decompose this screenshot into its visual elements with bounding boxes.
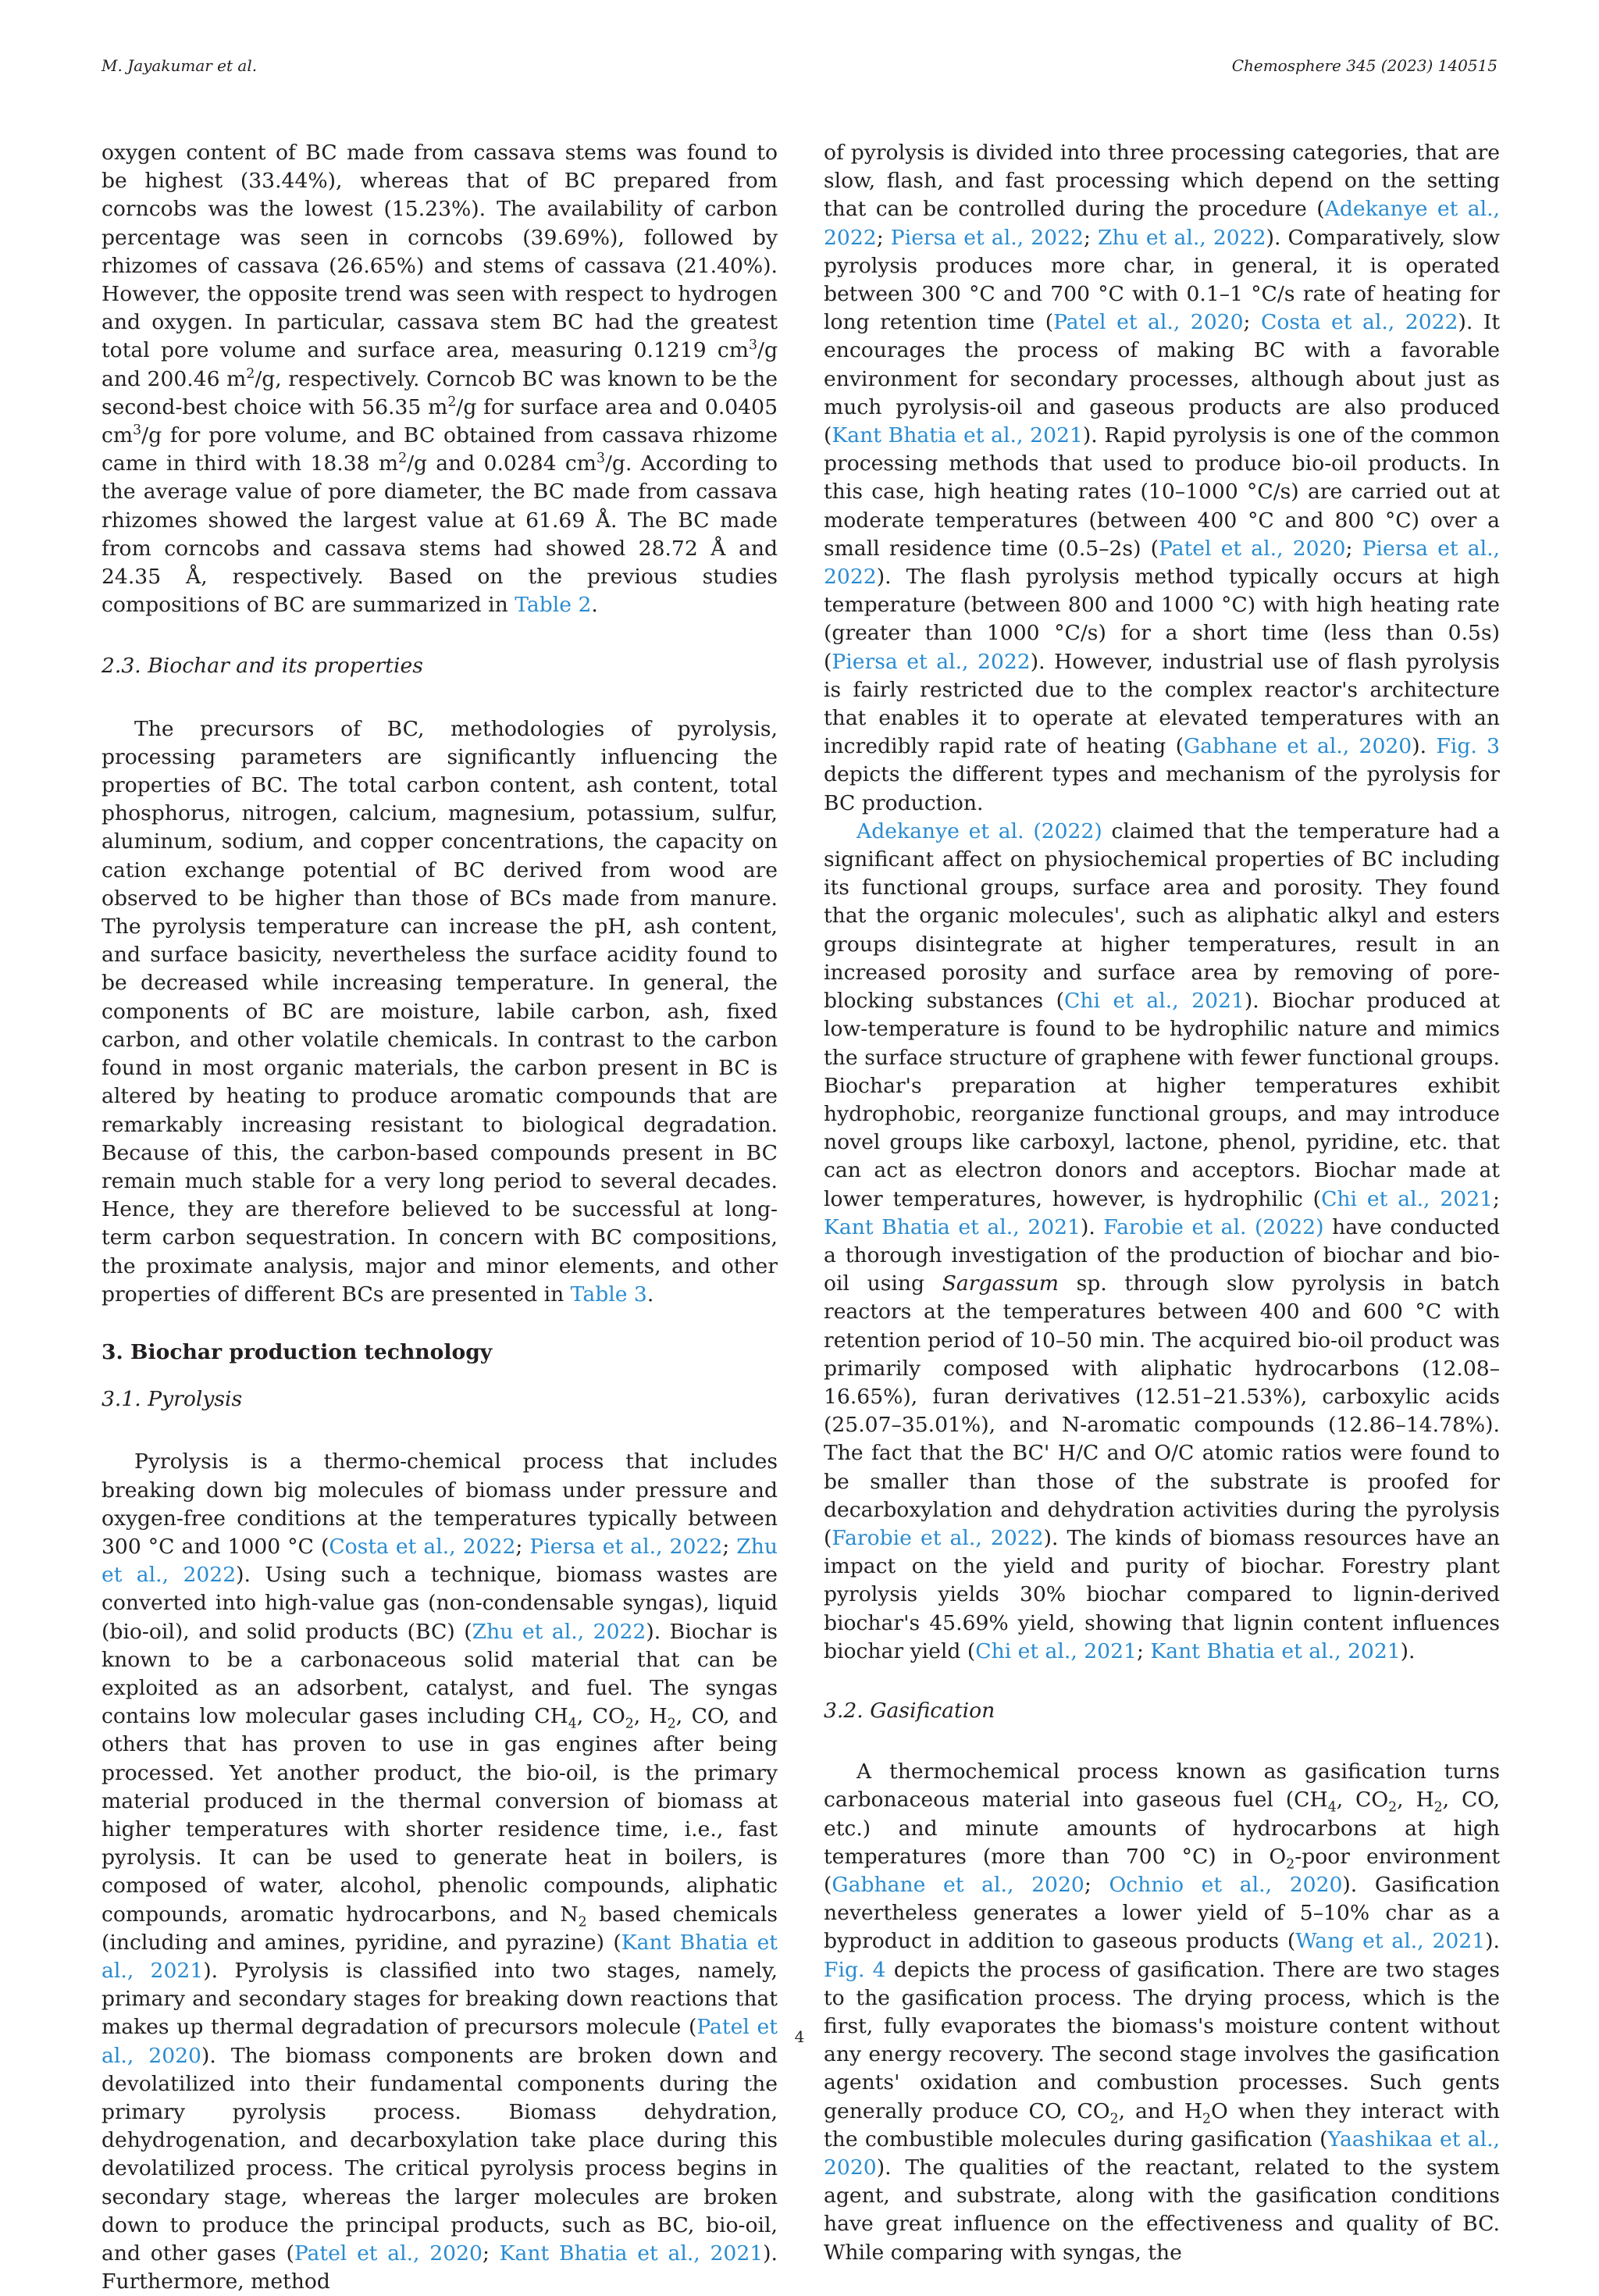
- citation-link[interactable]: Costa et al., 2022: [329, 1534, 516, 1559]
- citation-link[interactable]: Zhu et al., 2022: [472, 1619, 646, 1644]
- header-authors: M. Jayakumar et al.: [101, 56, 258, 75]
- citation-link[interactable]: Zhu et al., 2022: [101, 1534, 778, 1588]
- citation-link[interactable]: Patel et al., 2020: [294, 2241, 483, 2266]
- table-2-link[interactable]: Table 2: [515, 593, 592, 618]
- citation-link[interactable]: Chi et al., 2021: [1321, 1186, 1494, 1211]
- citation-link[interactable]: Kant Bhatia et al., 2021: [824, 1214, 1081, 1239]
- citation-link[interactable]: Wang et al., 2021: [1295, 1929, 1486, 1954]
- citation-link[interactable]: Gabhane et al., 2020: [832, 1872, 1084, 1897]
- citation-link[interactable]: Chi et al., 2021: [975, 1638, 1137, 1663]
- paragraph-pyrolysis: Pyrolysis is a thermo-chemical process that includes breaking down big molecules of biomass under pressure and oxygen-free conditions at the temperatures typically between 300 °C and 1000 °C (Costa et al., 2022; Piersa et al., 2022; Zhu et al., 2022). Using such a technique, biomass wastes are converted into high-value gas (non-condensable syngas), liquid (bio-oil), and solid products (BC) (Zhu et al., 2022). Biochar is known to be a carbonaceous solid material that can be exploited as an adsorbent, catalyst, and fuel. The syngas contains low molecular gases including $CH_4$, $CO_2$, $H_2$, CO, and others that has proven to use in gas engines after being processed. Yet another product, the bio-oil, is the primary material produced in the thermal conversion of biomass at higher temperatures with shorter residence time, i.e., fast pyrolysis. It can be used to generate heat in boilers, is composed of water, alcohol, phenolic compounds, aliphatic compounds, aromatic hydrocarbons, and $N_2$ based chemicals (including and amines, pyridine, and pyrazine) (Kant Bhatia et al., 2021). Pyrolysis is classified into two stages, namely, primary and secondary stages for breaking down reactions that makes up thermal degradation of precursors molecule (Patel et al., 2020). The biomass components are broken down and devolatilized into their fundamental components during the primary pyrolysis process. Biomass dehydration, dehydrogenation, and decarboxylation take place during this devolatilized process. The critical pyrolysis process begins in secondary stage, whereas the larger molecules are broken down to produce the principal products, such as BC, bio-oil, and other gases (Patel et al., 2020; Kant Bhatia et al., 2021). Furthermore, method: [101, 1449, 778, 2294]
- citation-link[interactable]: Chi et al., 2021: [1064, 989, 1245, 1014]
- paragraph-temperature-effects: Adekanye et al. (2022) claimed that the temperature had a significant affect on physiochemical properties of BC including its functional groups, surface area and porosity. They found that the organic molecules', such as aliphatic alkyl and esters groups disintegrate at higher temperatures, result in an increased porosity and surface area by removing of pore-blocking substances (Chi et al., 2021). Biochar produced at low-temperature is found to be hydrophilic nature and mimics the surface structure of graphene with fewer functional groups. Biochar's preparation at higher temperatures exhibit hydrophobic, reorganize functional groups, and may introduce novel groups like carboxyl, lactone, phenol, pyridine, etc. that can act as electron donors and acceptors. Biochar made at lower temperatures, however, is hydrophilic (Chi et al., 2021; Kant Bhatia et al., 2021). Farobie et al. (2022) have conducted a thorough investigation of the production of biochar and bio-oil using Sargassum sp. through slow pyrolysis in batch reactors at the temperatures between 400 and 600 °C with retention period of 10–50 min. The acquired bio-oil product was primarily composed with aliphatic hydrocarbons (12.08–16.65%), furan derivatives (12.51–21.53%), carboxylic acids (25.07–35.01%), and N-aromatic compounds (12.86–14.78%). The fact that the BC' H/C and O/C atomic ratios were found to be smaller than those of the substrate is proofed for decarboxylation and dehydration activities during the pyrolysis (Farobie et al., 2022). The kinds of biomass resources have an impact on the yield and purity of biochar. Forestry plant pyrolysis yields 30% biochar compared to lignin-derived biochar's 45.69% yield, showing that lignin content influences biochar yield (Chi et al., 2021; Kant Bhatia et al., 2021).: [824, 818, 1500, 1663]
- section-heading-3-1: 3.1. Pyrolysis: [101, 1387, 243, 1412]
- citation-link[interactable]: Kant Bhatia et al., 2021: [832, 423, 1083, 448]
- citation-link[interactable]: Yaashikaa et al., 2020: [824, 2127, 1501, 2180]
- citation-link[interactable]: Piersa et al., 2022: [890, 225, 1084, 250]
- left-column: [101, 139, 778, 2296]
- paragraph-gasification: A thermochemical process known as gasification turns carbonaceous material into gaseous fuel ($CH_4$, $CO_2$, $H_2$, CO, etc.) and minute amounts of hydrocarbons at high temperatures (more than 700 °C) in $O_2$-poor environment (Gabhane et al., 2020; Ochnio et al., 2020). Gasification nevertheless generates a lower yield of 5–10% char as a byproduct in addition to gaseous products (Wang et al., 2021). Fig. 4 depicts the process of gasification. There are two stages to the gasification process. The drying process, which is the first, fully evaporates the biomass's moisture content without any energy recovery. The second stage involves the gasification agents' oxidation and combustion processes. Such gents generally produce CO, $CO_2$, and $H_2O$ when they interact with the combustible molecules during gasification (Yaashikaa et al., 2020). The qualities of the reactant, related to the system agent, and substrate, along with the gasification conditions have great influence on the effectiveness and quality of BC. While comparing with syngas, the: [824, 1759, 1501, 2265]
- citation-link[interactable]: Adekanye et al., 2022: [824, 197, 1500, 250]
- citation-link[interactable]: Costa et al., 2022: [1260, 310, 1458, 335]
- citation-link[interactable]: Piersa et al., 2022: [824, 536, 1501, 590]
- citation-link[interactable]: Farobie et al., 2022: [832, 1525, 1044, 1550]
- paragraph-biochar-properties: The precursors of BC, methodologies of pyrolysis, processing parameters are significantly influencing the properties of BC. The total carbon content, ash content, total phosphorus, nitrogen, calcium, magnesium, potassium, sulfur, aluminum, sodium, and copper concentrations, the capacity on cation exchange potential of BC derived from wood are observed to be higher than those of BCs made from manure. The pyrolysis temperature can increase the pH, ash content, and surface basicity, nevertheless the surface acidity found to be decreased while increasing temperature. In general, the components of BC are moisture, labile carbon, ash, fixed carbon, and other volatile chemicals. In contrast to the carbon found in most organic materials, the carbon present in BC is altered by heating to produce aromatic compounds that are remarkably increasing resistant to biological degradation. Because of this, the carbon-based compounds present in BC remain much stable for a very long period to several decades. Hence, they are therefore believed to be successful at long-term carbon sequestration. In concern with BC compositions, the proximate analysis, major and minor elements, and other properties of different BCs are presented in Table 3.: [101, 716, 778, 1307]
- header-journal: Chemosphere 345 (2023) 140515: [1231, 56, 1498, 75]
- citation-link[interactable]: Patel et al., 2020: [101, 2015, 778, 2068]
- citation-link[interactable]: Piersa et al., 2022: [529, 1534, 723, 1559]
- citation-link[interactable]: Zhu et al., 2022: [1098, 225, 1266, 250]
- citation-link[interactable]: Ochnio et al., 2020: [1109, 1872, 1343, 1897]
- citation-link[interactable]: Gabhane et al., 2020: [1183, 734, 1412, 759]
- citation-link[interactable]: Piersa et al., 2022: [832, 649, 1031, 674]
- page-number: 4: [794, 2027, 805, 2046]
- section-heading-3: 3. Biochar production technology: [101, 1339, 493, 1364]
- table-3-link[interactable]: Table 3: [570, 1282, 647, 1307]
- paragraph-pyrolysis-continued: of pyrolysis is divided into three processing categories, that are slow, flash, and fast processing which depend on the setting that can be controlled during the procedure (Adekanye et al., 2022; Piersa et al., 2022; Zhu et al., 2022). Comparatively, slow pyrolysis produces more char, in general, it is operated between 300 °C and 700 °C with 0.1–1 °C/s rate of heating for long retention time (Patel et al., 2020; Costa et al., 2022). It encourages the process of making BC with a favorable environment for secondary processes, although about just as much pyrolysis-oil and gaseous products are also produced (Kant Bhatia et al., 2021). Rapid pyrolysis is one of the common processing methods that used to produce bio-oil products. In this case, high heating rates (10–1000 °C/s) are carried out at moderate temperatures (between 400 °C and 800 °C) over a small residence time (0.5–2s) (Patel et al., 2020; Piersa et al., 2022). The flash pyrolysis method typically occurs at high temperature (between 800 and 1000 °C) with high heating rate (greater than 1000 °C/s) for a short time (less than 0.5s) (Piersa et al., 2022). However, industrial use of flash pyrolysis is fairly restricted due to the complex reactor's architecture that enables it to operate at elevated temperatures with an incredibly rapid rate of heating (Gabhane et al., 2020). Fig. 3 depicts the different types and mechanism of the pyrolysis for BC production.: [824, 141, 1501, 815]
- running-header: [101, 56, 1498, 75]
- figure-3-link[interactable]: Fig. 3: [1436, 734, 1501, 759]
- citation-link[interactable]: Adekanye et al. (2022): [856, 818, 1102, 843]
- section-heading-3-2: 3.2. Gasification: [824, 1698, 995, 1723]
- citation-link[interactable]: Kant Bhatia et al., 2021: [101, 1930, 778, 1983]
- figure-4-link[interactable]: Fig. 4: [824, 1957, 886, 1982]
- section-heading-2-3: 2.3. Biochar and its properties: [101, 654, 423, 679]
- citation-link[interactable]: Patel et al., 2020: [1159, 536, 1346, 561]
- citation-link[interactable]: Patel et al., 2020: [1053, 310, 1244, 335]
- paragraph-continued: oxygen content of BC made from cassava stems was found to be highest (33.44%), whereas that of BC prepared from corncobs was the lowest (15.23%). The availability of carbon percentage was seen in corncobs (39.69%), followed by rhizomes of cassava (26.65%) and stems of cassava (21.40%). However, the opposite trend was seen with respect to hydrogen and oxygen. In particular, cassava stem BC had the greatest total pore volume and surface area, measuring 0.1219 $cm^3/g$ and 200.46 $m^2/g$, respectively. Corncob BC was known to be the second-best choice with 56.35 $m^2/g$ for surface area and 0.0405 $cm^3/g$ for pore volume, and BC obtained from cassava rhizome came in third with 18.38 $m^2/g$ and 0.0284 $cm^3/g$. According to the average value of pore diameter, the BC made from cassava rhizomes showed the largest value at 61.69 Å. The BC made from corncobs and cassava stems had showed 28.72 Å and 24.35 Å, respectively. Based on the previous studies compositions of BC are summarized in Table 2.: [101, 141, 778, 618]
- citation-link[interactable]: Kant Bhatia et al., 2021: [499, 2241, 764, 2266]
- citation-link[interactable]: Farobie et al. (2022): [1103, 1214, 1324, 1239]
- citation-link[interactable]: Kant Bhatia et al., 2021: [1150, 1638, 1401, 1663]
- right-column: [824, 139, 1500, 2267]
